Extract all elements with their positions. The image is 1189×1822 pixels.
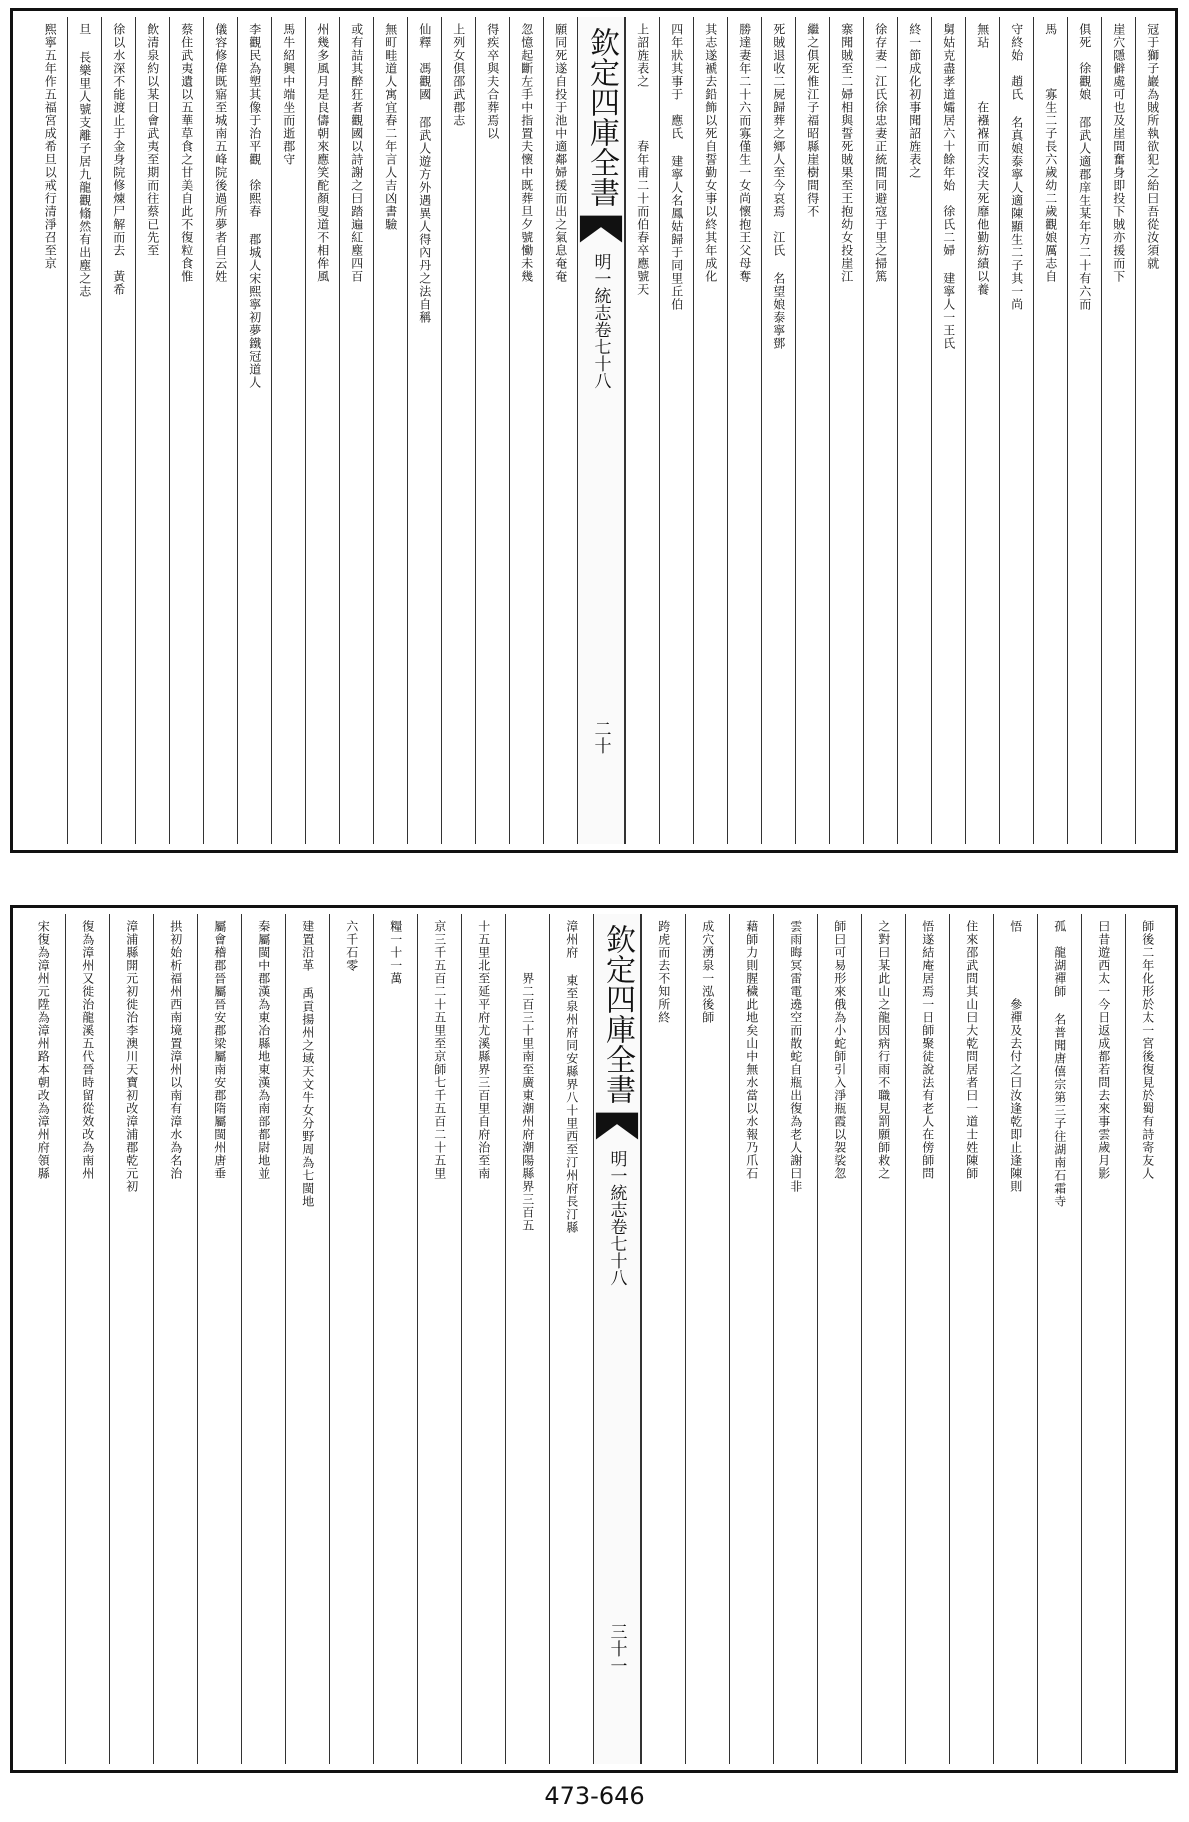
column-text: 蔡住武夷遺以五華草食之甘美自此不復粒食惟 (179, 23, 194, 283)
center-fold-column (593, 914, 641, 1764)
left-text-column (169, 17, 203, 844)
left-text-column (373, 914, 417, 1764)
column-text: 寨聞賊至二婦相與誓死賊果至王抱幼女投崖江 (839, 23, 854, 283)
column-text: 馬牛紹興中端坐而逝郡守 (281, 23, 296, 166)
right-text-column (1067, 17, 1101, 844)
column-text: 旦 長樂里人號支離子居九龍觀翛然有出塵之志 (77, 23, 92, 298)
column-text: 馬 寡生二子長六歲幼二歲觀娘厲志自 (1043, 23, 1058, 283)
column-text: 勝達妻年二十六而寡僅生一女尚懷抱王父母奪 (737, 23, 752, 283)
column-text: 秦屬閩中郡漢為東冶縣地東漢為南部都尉地並 (256, 920, 271, 1180)
column-text: 徐存妻一江氏徐忠妻正統間同避寇于里之掃篤 (873, 23, 888, 283)
column-text: 孤 龍湖禪師 名普聞唐僖宗第三子往湖南石霜寺 (1052, 920, 1067, 1208)
left-text-column (153, 914, 197, 1764)
column-text: 上詔旌表之 春年甫二十而伯春卒應號天 (635, 23, 650, 296)
right-text-column (773, 914, 817, 1764)
top-page-columns (19, 17, 1169, 844)
book-title: 欽定四庫全書 (584, 27, 619, 207)
right-text-column (761, 17, 795, 844)
column-text: 六千石零 (344, 920, 359, 972)
column-text: 死賊退收二屍歸葬之鄉人至今哀焉 江氏 名望娘泰寧鄧 (771, 23, 786, 350)
column-text: 師曰可易形來俄為小蛇師引入淨瓶霞以袈裟忽 (832, 920, 847, 1180)
left-text-column (305, 17, 339, 844)
left-text-column (271, 17, 305, 844)
right-text-column (931, 17, 965, 844)
left-text-column (135, 17, 169, 844)
volume-number: 卷七十八 (590, 321, 611, 389)
left-text-column (543, 17, 577, 844)
column-text: 得疾卒與夫合葬焉以 (485, 23, 500, 140)
column-text: 界二百三十里南至廣東潮州府潮陽縣界三百五 (520, 920, 535, 1232)
left-text-column (237, 17, 271, 844)
column-text: 繼之俱死惟江子福昭縣崖樹間得不 (805, 23, 820, 218)
left-text-column (65, 914, 109, 1764)
column-text: 舅姑克盡孝道孀居六十餘年始 徐氏二婦 建寧人一王氏 (941, 23, 956, 350)
column-text: 建置沿革 禹貢揚州之域天文牛女分野周為七閩地 (300, 920, 315, 1208)
left-text-column (339, 17, 373, 844)
column-text: 藉師力則腥穢此地矣山中無水當以水報乃爪石 (744, 920, 759, 1180)
volume-number: 卷七十八 (606, 1218, 627, 1286)
left-text-column (203, 17, 237, 844)
column-text: 曰昔遊西太一今日返成都若問去來事雲歲月影 (1096, 920, 1111, 1180)
left-text-column (461, 914, 505, 1764)
left-text-column (373, 17, 407, 844)
column-text: 徐以水深不能渡止于金身院修煉尸解而去 黃希 (111, 23, 126, 296)
column-text: 州幾多風月是良儔朝來應笑酡顏叟道不相侔風 (315, 23, 330, 283)
column-text: 京三千五百二十五里至京師七千五百二十五里 (432, 920, 447, 1180)
column-text: 熙寧五年作五福宮成希旦以戒行清淨召至京 (43, 23, 58, 270)
column-text: 之對曰某此山之龍因病行雨不職見罰願師救之 (876, 920, 891, 1180)
left-text-column (109, 914, 153, 1764)
book-name: 明一統志 (606, 1150, 627, 1218)
right-text-column (727, 17, 761, 844)
left-text-column (101, 17, 135, 844)
column-text: 願同死遂自投于池中適鄰婦援而出之氣息奄奄 (553, 23, 568, 283)
bottom-page-columns (19, 914, 1169, 1764)
column-text: 李觀民為塑其像于治平觀 徐熙春 郡城人宋熙寧初夢鐵冠道人 (247, 23, 262, 389)
right-text-column (993, 914, 1037, 1764)
column-text: 無玷 在襁褓而夫沒夫死靡他勤紡績以養 (975, 23, 990, 296)
left-text-column (417, 914, 461, 1764)
left-text-column (509, 17, 543, 844)
right-text-column (625, 17, 659, 844)
column-text: 或有詰其醉狂者觀國以詩謝之曰踏遍紅塵四百 (349, 23, 364, 283)
column-text: 終一節成化初事聞詔旌表之 (907, 23, 922, 179)
column-text: 俱死 徐觀娘 邵武人適郡庠生某年方二十有六而 (1077, 23, 1092, 311)
left-text-column (21, 914, 65, 1764)
right-text-column (863, 17, 897, 844)
column-text: 飲清泉約以某日會武夷至期而往蔡已先至 (145, 23, 160, 257)
column-text: 宋復為漳州元陞為漳州路本朝改為漳州府領縣 (36, 920, 51, 1180)
column-text: 仙釋 馮觀國 邵武人遊方外遇異人得內丹之法自稱 (417, 23, 432, 324)
column-text: 屬會稽郡晉屬晉安郡梁屬南安郡隋屬閩州唐垂 (212, 920, 227, 1180)
left-text-column (329, 914, 373, 1764)
right-text-column (829, 17, 863, 844)
left-text-column (197, 914, 241, 1764)
left-text-column (505, 914, 549, 1764)
column-text: 儀容修偉既寤至城南五峰院後過所夢者自云姓 (213, 23, 228, 283)
column-text: 其志遂褫去鉛飾以死自誓勤女事以終其年成化 (703, 23, 718, 283)
folio-number: 三十一 (606, 1623, 627, 1674)
page-reference: 473-646 (544, 1782, 645, 1810)
book-name: 明一統志 (590, 253, 611, 321)
right-text-column (965, 17, 999, 844)
column-text: 十五里北至延平府尤溪縣界三百里自府治至南 (476, 920, 491, 1180)
left-text-column (241, 914, 285, 1764)
column-text: 四年狀其事于 應氏 建寧人名鳳姑歸于同里丘伯 (669, 23, 684, 311)
column-text: 漳浦縣開元初徙治李澳川天寶初改漳浦郡乾元初 (124, 920, 139, 1193)
column-text: 復為漳州又徙治龍溪五代晉時留從效改為南州 (80, 920, 95, 1180)
bottom-page (10, 905, 1178, 1773)
column-text: 冦于獅子巖為賊所執欲犯之紿曰吾從汝須就 (1145, 23, 1160, 270)
fishtail-mark-icon (594, 1110, 640, 1144)
right-text-column (1037, 914, 1081, 1764)
column-text: 成穴湧泉一泓後師 (700, 920, 715, 1024)
center-fold-column (577, 17, 625, 844)
column-text: 上列女俱邵武郡志 (451, 23, 466, 127)
right-text-column (861, 914, 905, 1764)
column-text: 糧一十一萬 (388, 920, 403, 985)
right-text-column (949, 914, 993, 1764)
right-text-column (641, 914, 685, 1764)
left-text-column (33, 17, 67, 844)
column-text: 雲雨晦冥雷電遶空而散蛇自瓶出復為老人謝曰非 (788, 920, 803, 1193)
right-text-column (1125, 914, 1169, 1764)
column-text: 跨虎而去不知所終 (656, 920, 671, 1024)
left-text-column (441, 17, 475, 844)
column-text: 拱初始析福州西南境置漳州以南有漳水為名治 (168, 920, 183, 1180)
right-text-column (685, 914, 729, 1764)
left-text-column (67, 17, 101, 844)
column-text: 無町畦道人寓宜春二年言人吉凶書驗 (383, 23, 398, 231)
right-text-column (817, 914, 861, 1764)
right-text-column (1081, 914, 1125, 1764)
column-text: 悟 參禪及去付之曰汝逢乾即止逢陳則 (1008, 920, 1023, 1193)
left-text-column (285, 914, 329, 1764)
right-text-column (693, 17, 727, 844)
right-text-column (897, 17, 931, 844)
book-title: 欽定四庫全書 (600, 924, 635, 1104)
column-text: 漳州府 東至泉州府同安縣界八十里西至汀州府長汀縣 (564, 920, 579, 1234)
top-page (10, 8, 1178, 853)
left-text-column (407, 17, 441, 844)
column-text: 守終始 趙氏 名真娘泰寧人適陳顯生二子其一尚 (1009, 23, 1024, 311)
right-text-column (729, 914, 773, 1764)
left-text-column (475, 17, 509, 844)
column-text: 忽憶起斷左手中指置夫懷中既葬旦夕號慟未幾 (519, 23, 534, 283)
right-text-column (659, 17, 693, 844)
right-text-column (999, 17, 1033, 844)
left-text-column (549, 914, 593, 1764)
right-text-column (1101, 17, 1135, 844)
folio-number: 二十 (590, 720, 611, 754)
column-text: 師後二年化形於太一宮後復見於蜀有詩寄友人 (1140, 920, 1155, 1180)
right-text-column (795, 17, 829, 844)
column-text: 崖穴隱僻處可也及崖間奮身即投下賊亦援而下 (1111, 23, 1126, 283)
column-text: 住來邵武問其山曰大乾問居者曰一道士姓陳師 (964, 920, 979, 1180)
column-text: 悟遂結庵居焉一日師聚徒說法有老人在傍師問 (920, 920, 935, 1180)
right-text-column (1135, 17, 1169, 844)
right-text-column (905, 914, 949, 1764)
right-text-column (1033, 17, 1067, 844)
fishtail-mark-icon (578, 213, 624, 247)
